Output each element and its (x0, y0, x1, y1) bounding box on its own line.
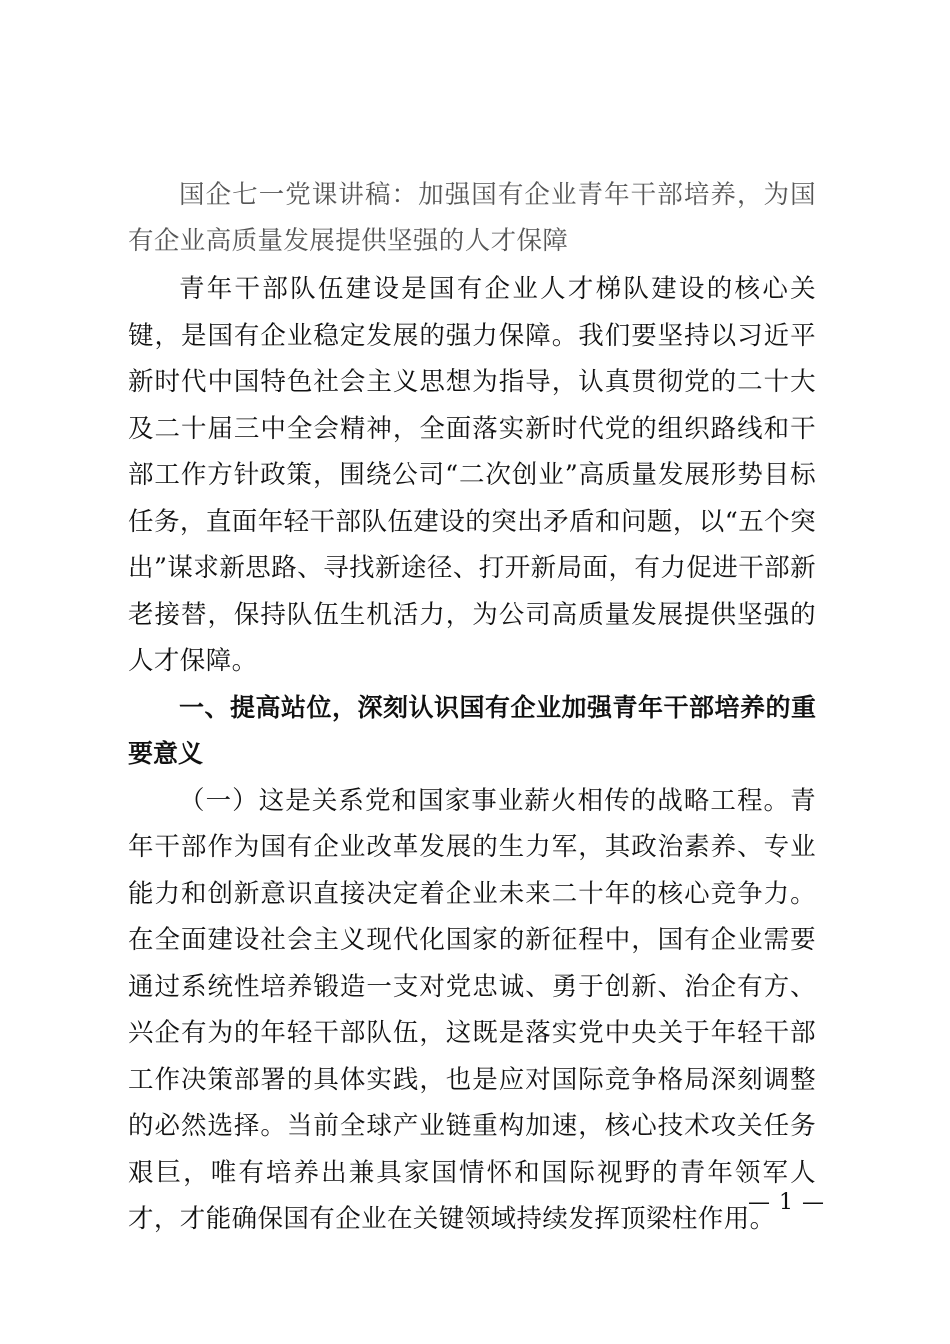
intro-paragraph: 青年干部队伍建设是国有企业人才梯队建设的核心关键，是国有企业稳定发展的强力保障。我们要坚持以习近平新时代中国特色社会主义思想为指导，认真贯彻党的二十大及二十届三中全会精神，全面落实新时代党的组织路线和干部工作方针政策，围绕公司“二次创业”高质量发展形势目标任务，直面年轻干部队伍建设的突出矛盾和问题，以“五个突出”谋求新思路、寻找新途径、打开新局面，有力促进干部新老接替，保持队伍生机活力，为公司高质量发展提供坚强的人才保障。 (128, 274, 816, 676)
subsection-paragraph-1 (128, 778, 816, 1243)
document-title: 国企七一党课讲稿：加强国有企业青年干部培养，为国有企业高质量发展提供坚强的人才保障 (128, 180, 816, 256)
subsection-body-1: 青年干部作为国有企业改革发展的生力军，其政治素养、专业能力和创新意识直接决定着企业未来二十年的核心竞争力。在全面建设社会主义现代化国家的新征程中，国有企业需要通过系统性培养锻造一支对党忠诚、勇于创新、治企有方、兴企有为的年轻干部队伍，这既是落实党中央关于年轻干部工作决策部署的具体实践，也是应对国际竞争格局深刻调整的必然选择。当前全球产业链重构加速，核心技术攻关任务艰巨，唯有培养出兼具家国情怀和国际视野的青年领军人才，才能确保国有企业在关键领域持续发挥顶梁柱作用。 (128, 785, 816, 1234)
subsection-lead-1: （一）这是关系党和国家事业薪火相传的战略工程。 (179, 785, 791, 816)
page-number: — 1 — (748, 1190, 825, 1215)
document-body (128, 172, 816, 1243)
section-heading-1: 一、提高站位，深刻认识国有企业加强青年干部培养的重要意义 (128, 692, 816, 768)
